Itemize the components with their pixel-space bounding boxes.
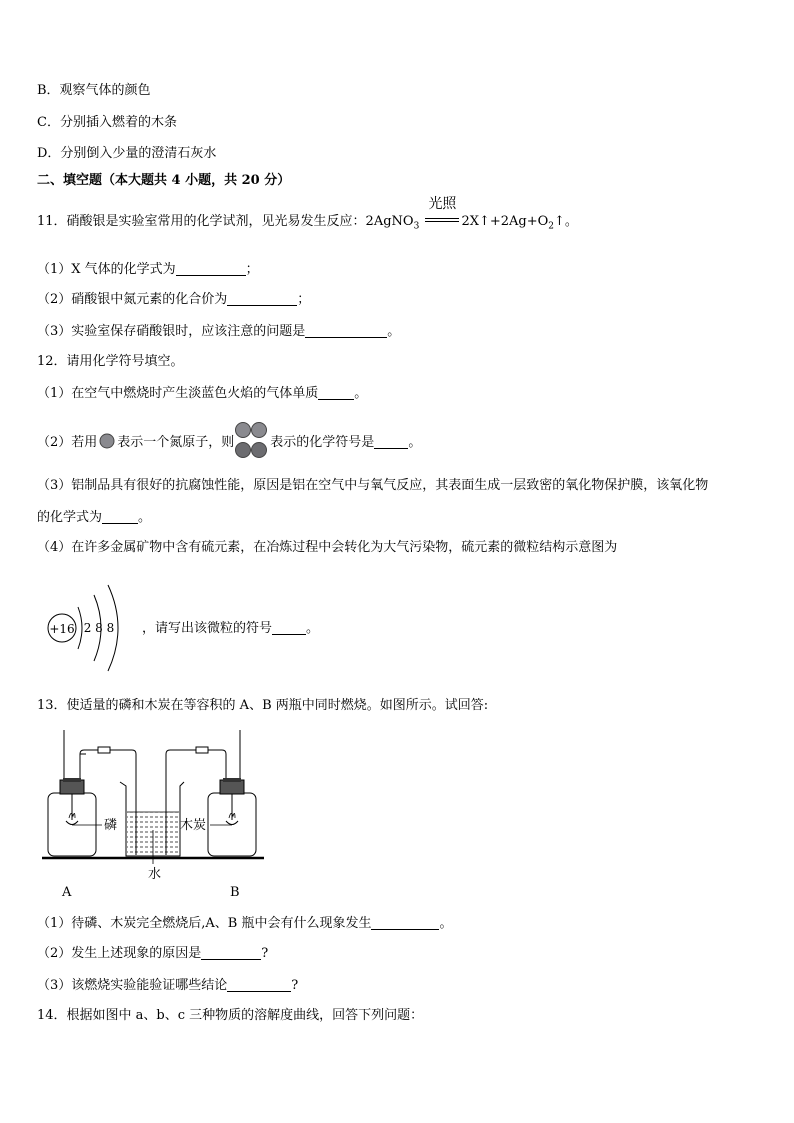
answer-blank[interactable] xyxy=(318,385,354,400)
sulfur-ion-structure-diagram xyxy=(42,581,142,677)
answer-blank[interactable] xyxy=(176,261,246,276)
q14-stem: 14．根据如图中 a、b、c 三种物质的溶解度曲线，回答下列问题： xyxy=(37,1008,424,1023)
answer-blank[interactable] xyxy=(227,977,291,992)
answer-blank[interactable] xyxy=(102,509,138,524)
nitrogen-atom-icon xyxy=(98,432,116,450)
q12-part3-line1: （3）铝制品具有很好的抗腐蚀性能，原因是铝在空气中与氧气反应，其表面生成一层致密的氧化物保护膜，该氧化物 xyxy=(37,478,709,493)
label-bottle-a: A xyxy=(62,885,72,900)
q12-part3-line2: 的化学式为 。 xyxy=(37,510,152,525)
option-b: B．观察气体的颜色 xyxy=(37,83,151,98)
q12-stem: 12．请用化学符号填空。 xyxy=(37,354,184,369)
q13-stem: 13．使适量的磷和木炭在等容积的 A、B 两瓶中同时燃烧。如图所示。试回答: xyxy=(37,698,489,713)
q11-part1: （1）X 气体的化学式为 ； xyxy=(37,262,259,277)
electron-shells-label: 2 8 8 xyxy=(83,621,115,635)
section-title: 二、填空题（本大题共 4 小题，共 20 分） xyxy=(37,173,291,188)
nucleus-label: +16 xyxy=(49,622,75,636)
combustion-apparatus-diagram xyxy=(40,730,270,900)
q12-part1: （1）在空气中燃烧时产生淡蓝色火焰的气体单质 。 xyxy=(37,386,368,401)
q11-part2: （2）硝酸银中氮元素的化合价为 ； xyxy=(37,292,311,307)
q13-part2: （2）发生上述现象的原因是 ? xyxy=(37,946,269,961)
q12-part2: （2）若用 表示一个氮原子，则 表示的化学符号是 。 xyxy=(37,432,421,460)
label-bottle-b: B xyxy=(230,885,240,900)
answer-blank[interactable] xyxy=(201,945,261,960)
q11-part3: （3）实验室保存硝酸银时，应该注意的问题是 。 xyxy=(37,324,401,339)
option-c: C．分别插入燃着的木条 xyxy=(37,115,177,130)
two-nitrogen-molecules-icon xyxy=(234,420,270,460)
q13-part3: （3）该燃烧实验能验证哪些结论 ? xyxy=(37,978,299,993)
answer-blank[interactable] xyxy=(371,915,439,930)
answer-blank[interactable] xyxy=(374,434,408,449)
option-d: D．分别倒入少量的澄清石灰水 xyxy=(37,146,217,161)
answer-blank[interactable] xyxy=(305,323,387,338)
q12-part4: （4）在许多金属矿物中含有硫元素，在冶炼过程中会转化为大气污染物，硫元素的微粒结构示意图为 xyxy=(37,540,618,555)
answer-blank[interactable] xyxy=(227,291,297,306)
q13-part1: （1）待磷、木炭完全燃烧后,A、B 瓶中会有什么现象发生 。 xyxy=(37,916,453,931)
label-charcoal: 木炭 xyxy=(180,818,207,833)
answer-blank[interactable] xyxy=(272,620,306,635)
q11-stem: 11．硝酸银是实验室常用的化学试剂，见光易发生反应：2AgNO$_3$ 光照 $2X↑+2Ag+O_2↑$。 xyxy=(37,196,578,232)
label-phosphorus: 磷 xyxy=(104,818,118,833)
reaction-condition: 光照 xyxy=(423,213,461,231)
label-water: 水 xyxy=(148,867,162,882)
q12-part4-tail: ，请写出该微粒的符号 。 xyxy=(142,621,320,636)
